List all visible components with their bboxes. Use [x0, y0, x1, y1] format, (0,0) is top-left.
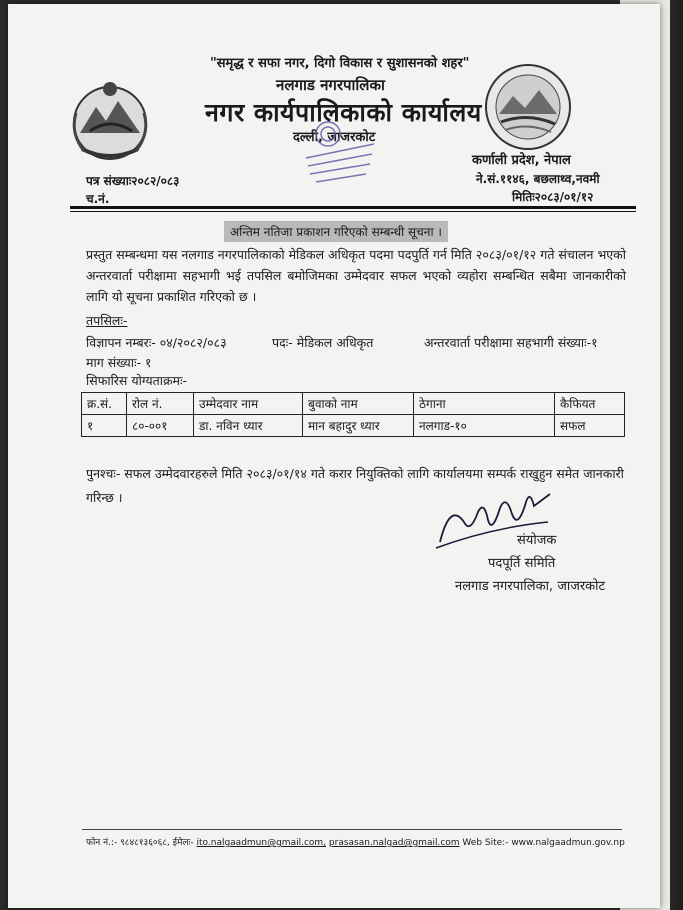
advertisement-number: विज्ञापन नम्बरः- ०४/२०८२/०८३: [86, 335, 227, 350]
footer-phone: फोन नं.:- ९८४८१३६०६८, ईमेलः-: [86, 838, 194, 848]
demand-count: माग संख्याः- १: [86, 355, 152, 370]
table-cell: डा. नविन ध्यार: [194, 415, 303, 437]
results-table: [81, 392, 625, 437]
table-header-row: [82, 393, 625, 415]
official-stamp-icon: [300, 118, 380, 190]
participant-count: अन्तरवार्ता परीक्षामा सहभागी संख्याः-१: [424, 335, 598, 350]
table-row: [82, 415, 625, 437]
date: मितिः२०८३/०१/१२: [512, 190, 594, 204]
footer-email-1[interactable]: ito.nalgaadmun@gmail.com,: [196, 838, 327, 848]
table-header: क्र.सं.: [82, 393, 127, 415]
table-header: उम्मेदवार नाम: [194, 393, 303, 415]
district: दल्ली, जाजरकोट: [293, 130, 376, 145]
footer-email-2[interactable]: prasasan.nalgad@gmail.com: [328, 838, 460, 848]
table-header: रोल नं.: [127, 393, 194, 415]
table-header: ठेगाना: [414, 393, 555, 415]
table-cell: १: [82, 415, 127, 437]
postscript: पुनश्चः- सफल उम्मेदवारहरुले मिति २०८३/०१/१४ गते करार नियुक्तिको लागि कार्यालयमा सम्पर्क राखुहुन समेत जानकारी गरिन्छ ।: [86, 466, 624, 505]
footer-website[interactable]: Web Site:- www.nalgaadmun.gov.np: [462, 838, 625, 848]
table-header: कैफियत: [555, 393, 625, 415]
table-header: बुवाको नाम: [303, 393, 414, 415]
office-title: नगर कार्यपालिकाको कार्यालय: [205, 98, 482, 127]
table-cell: सफल: [555, 415, 625, 437]
municipality-seal-icon: [483, 62, 573, 152]
post-name: पदः- मेडिकल अधिकृत: [272, 335, 374, 350]
municipality-name: नलगाड नगरपालिका: [276, 76, 385, 94]
nepal-sambat-date: ने.सं.११४६, बछलाथ्व,नवमी: [476, 172, 600, 186]
table-cell: ८०-००१: [127, 415, 194, 437]
letter-number: पत्र संख्याः२०८२/०८३: [86, 174, 180, 188]
notice-body: प्रस्तुत सम्बन्धमा यस नलगाड नगरपालिकाको मेडिकल अधिकृत पदमा पदपुर्ति गर्न मिति २०८३/०१/१२ गते संचालन भएको अन्तरवार्ता परीक्षामा सहभागी भई तपसिल बमोजिमका उम्मेदवार सफल भएको व्यहोरा सम्बन्धित सबैमा जानकारीको लागि यो सूचना प्रकाशित गरिएको छ ।: [86, 247, 626, 304]
table-cell: मान बहादुर ध्यार: [303, 415, 414, 437]
committee-name: पदपूर्ति समिति: [488, 556, 556, 571]
recommendation-label: सिफारिस योग्यताक्रमः-: [86, 373, 188, 388]
footer-contact: [86, 835, 625, 848]
details-label: तपसिलः-: [86, 313, 128, 328]
signatory-municipality: नलगाड नगरपालिका, जाजरकोट: [455, 579, 606, 594]
province: कर्णाली प्रदेश, नेपाल: [472, 153, 571, 168]
dispatch-number: च.नं.: [86, 192, 110, 206]
signatory-title: संयोजक: [517, 533, 557, 548]
header-divider: [70, 206, 636, 209]
footer-divider: [82, 829, 622, 830]
header-divider-thin: [70, 211, 636, 212]
nepal-emblem-icon: [62, 73, 158, 169]
motto: "समृद्ध र सफा नगर, दिगो विकास र सुशासनको शहर": [210, 56, 470, 71]
table-cell: नलगाड-१०: [414, 415, 555, 437]
notice-subject: अन्तिम नतिजा प्रकाशन गरिएको सम्बन्धी सूचना ।: [224, 221, 448, 242]
